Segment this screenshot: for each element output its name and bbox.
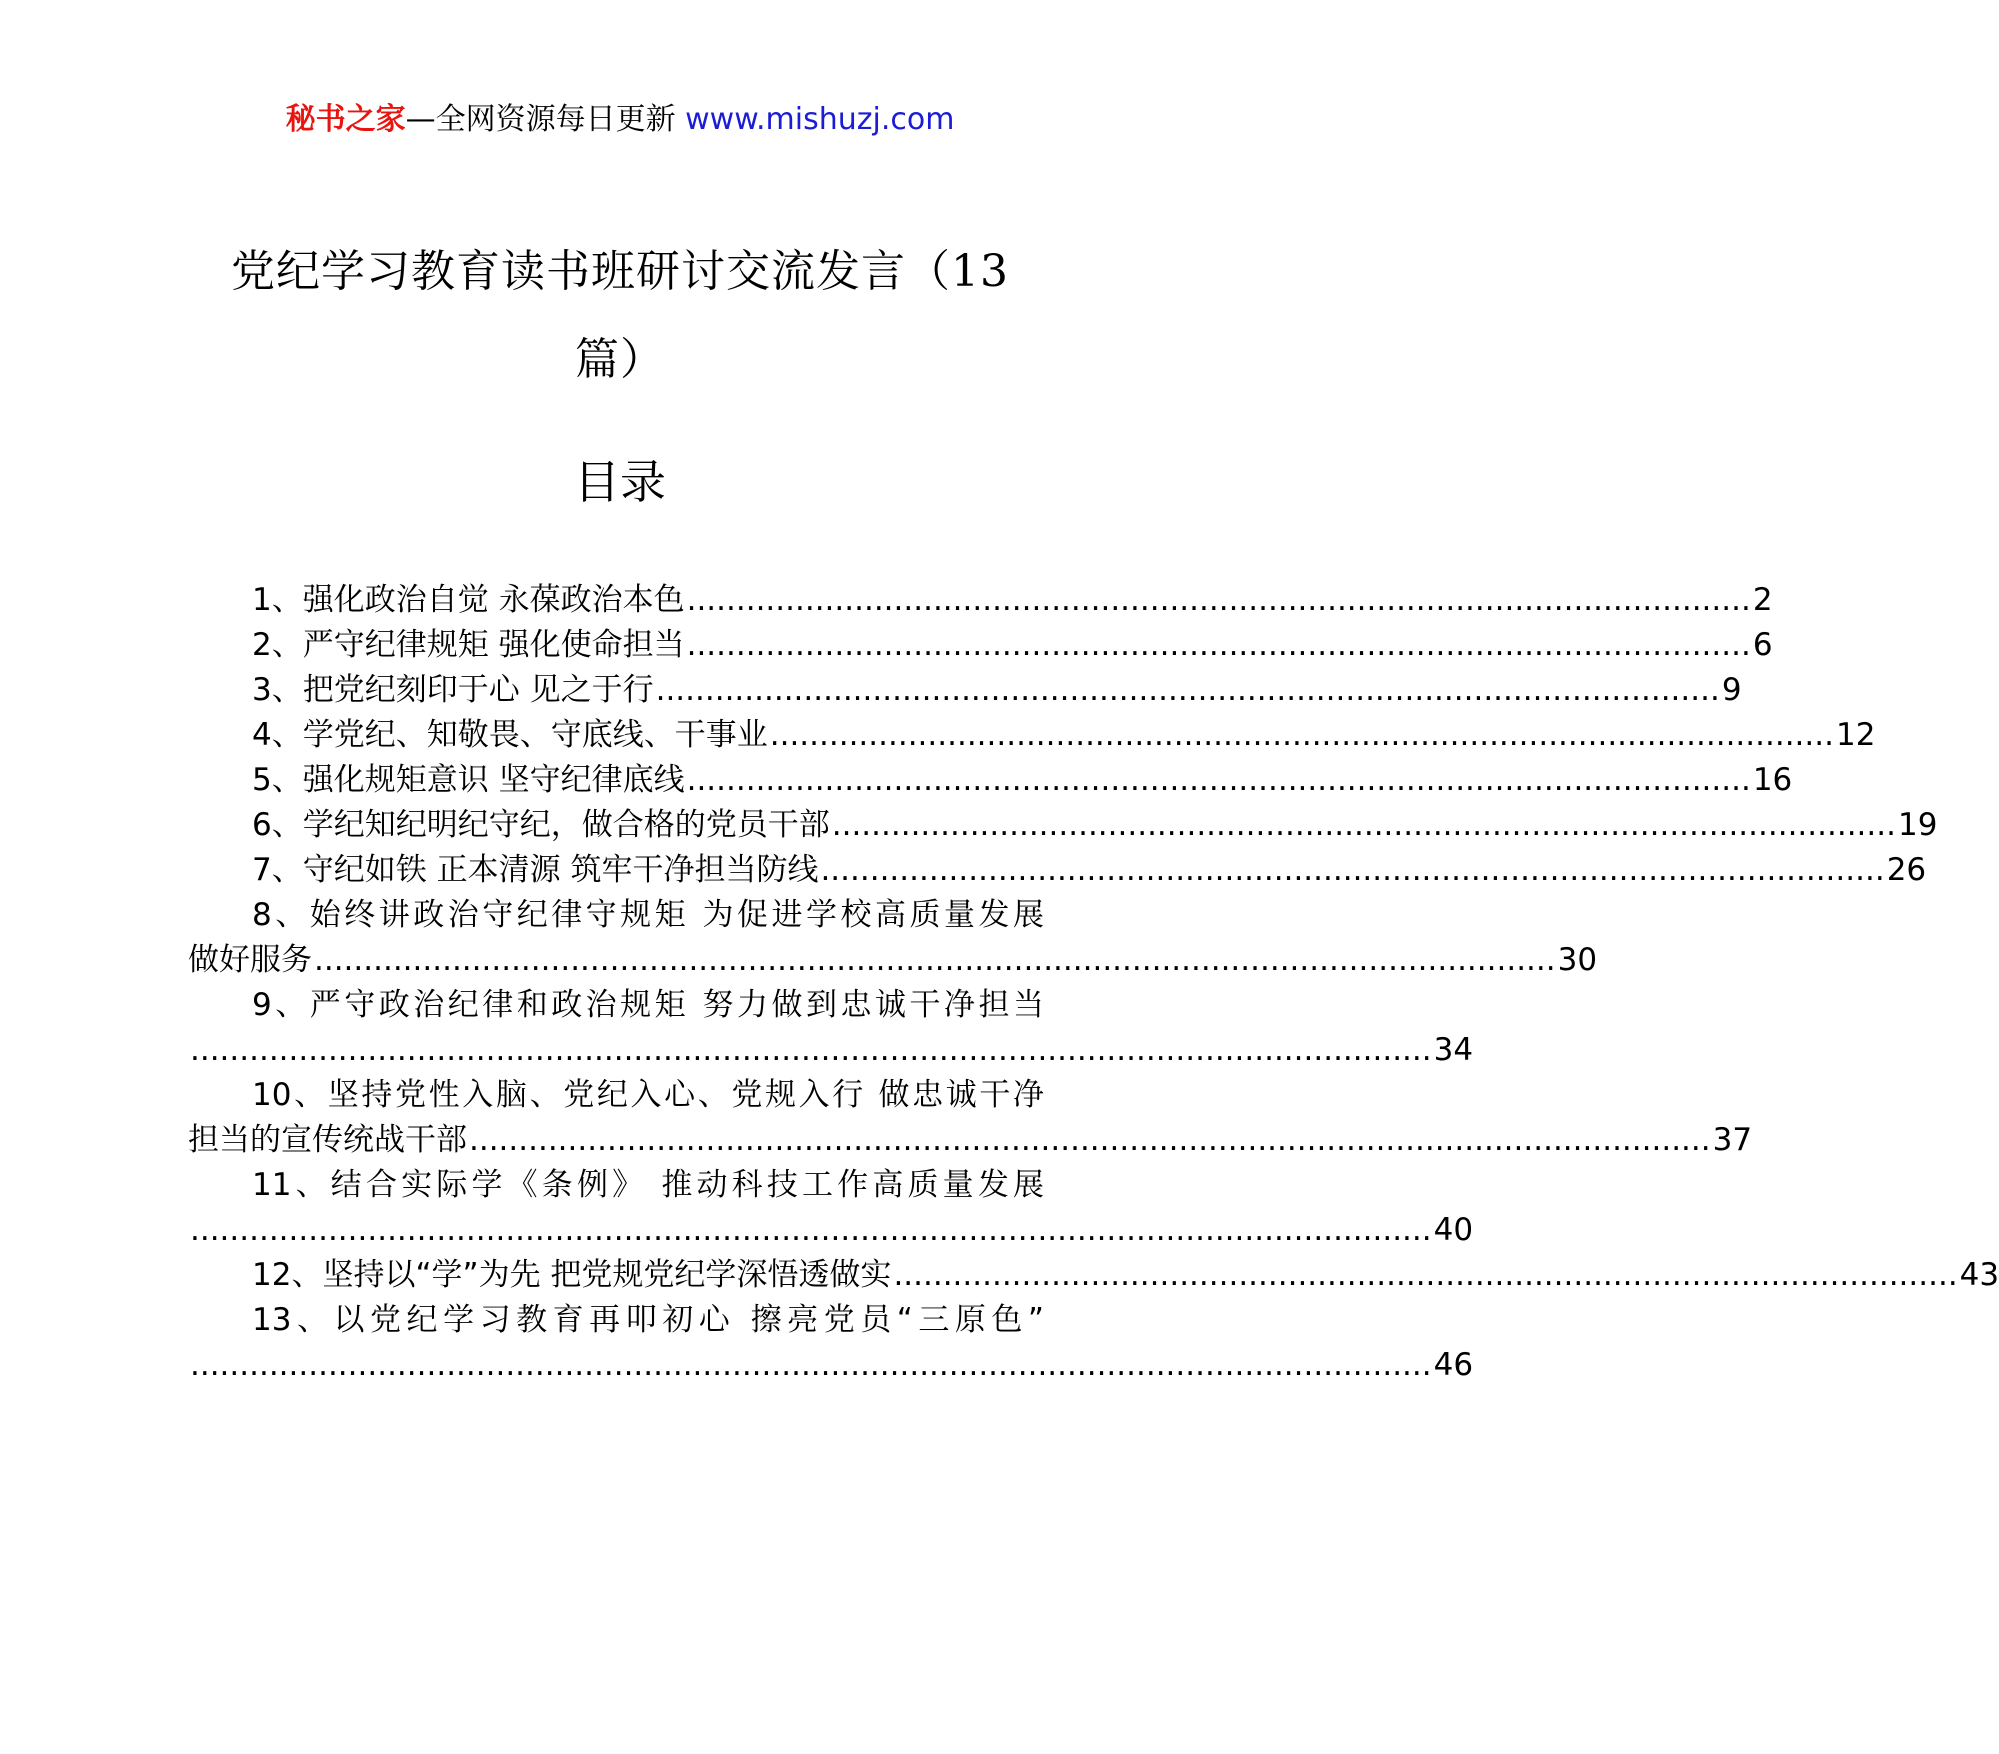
toc-entry-number: 5、 [252, 762, 303, 798]
toc-entry[interactable] [188, 983, 1474, 1073]
toc-heading: 目录 [574, 455, 666, 509]
toc-entry-page: 34 [1433, 1032, 1474, 1068]
toc-leader-dots: .............................................................................................................................. [190, 1212, 1432, 1248]
toc-entry-title: 严守政治纪律和政治规矩 努力做到忠诚干净担当 [309, 987, 1044, 1023]
toc-entry-number: 1、 [252, 582, 303, 618]
toc-entry[interactable] [188, 1073, 1753, 1163]
table-of-contents [188, 578, 1999, 1388]
toc-entry-title: 严守纪律规矩 强化使命担当 [302, 627, 685, 663]
toc-entry-title: 守纪如铁 正本清源 筑牢干净担当防线 [302, 852, 819, 888]
toc-entry[interactable] [188, 623, 1773, 668]
toc-leader-dots: ............................................................................................................ [820, 852, 1885, 888]
toc-leader-dots: ............................................................................................................ [686, 627, 1751, 663]
toc-entry-title: 始终讲政治守纪律守规矩 为促进学校高质量发展 [309, 897, 1044, 933]
toc-entry[interactable] [188, 848, 1927, 893]
toc-entry-number: 11、 [252, 1167, 331, 1203]
toc-leader-dots: ............................................................................................................ [831, 807, 1896, 843]
header-tagline: —全网资源每日更新 [405, 102, 686, 137]
toc-entry-number: 10、 [252, 1077, 328, 1113]
toc-entry-title: 坚持以“学”为先 把党规党纪学深悟透做实 [322, 1257, 892, 1293]
toc-entry-page: 2 [1752, 582, 1773, 618]
toc-leader-dots: .............................................................................................................................. [314, 942, 1556, 978]
toc-entry-number: 8、 [252, 897, 310, 933]
toc-entry[interactable] [188, 713, 1876, 758]
toc-entry-title: 强化规矩意识 坚守纪律底线 [302, 762, 685, 798]
toc-leader-dots: .............................................................................................................................. [190, 1032, 1432, 1068]
toc-entry[interactable] [188, 893, 1598, 983]
toc-leader-dots: ............................................................................................................ [686, 582, 1751, 618]
toc-entry-title: 结合实际学《条例》 推动科技工作高质量发展 [330, 1167, 1045, 1203]
brand-name: 秘书之家 [285, 102, 406, 137]
toc-entry-title: 把党纪刻印于心 见之于行 [302, 672, 654, 708]
toc-entry-number: 6、 [252, 807, 303, 843]
toc-entry[interactable] [188, 1163, 1474, 1253]
toc-entry-number: 12、 [252, 1257, 323, 1293]
toc-leader-dots: .............................................................................................................................. [190, 1347, 1432, 1383]
toc-entry-title: 强化政治自觉 永葆政治本色 [302, 582, 685, 618]
toc-entry-page: 6 [1752, 627, 1773, 663]
toc-leader-dots: ............................................................................................................ [655, 672, 1720, 708]
toc-entry-title: 学纪知纪明纪守纪，做合格的党员干部 [302, 807, 830, 843]
site-header [0, 100, 1240, 140]
toc-entry-page: 37 [1712, 1122, 1753, 1158]
toc-entry[interactable] [188, 803, 1938, 848]
toc-entry-title: 以党纪学习教育再叩初心 擦亮党员“三原色” [333, 1302, 1044, 1338]
toc-leader-dots: ............................................................................................................ [769, 717, 1834, 753]
toc-entry-page: 26 [1886, 852, 1927, 888]
toc-entry[interactable] [188, 1298, 1474, 1388]
toc-entry-title-continued: 担当的宣传统战干部 [188, 1122, 467, 1158]
toc-entry-page: 40 [1433, 1212, 1474, 1248]
toc-entry-title: 坚持党性入脑、党纪入心、党规入行 做忠诚干净 [327, 1077, 1044, 1113]
toc-entry-number: 9、 [252, 987, 310, 1023]
toc-entry[interactable] [188, 758, 1793, 803]
toc-leader-dots: ............................................................................................................ [893, 1257, 1958, 1293]
toc-entry-page: 9 [1721, 672, 1742, 708]
toc-entry-title: 学党纪、知敬畏、守底线、干事业 [302, 717, 768, 753]
toc-leader-dots: .............................................................................................................................. [469, 1122, 1711, 1158]
toc-entry-page: 46 [1433, 1347, 1474, 1383]
toc-entry[interactable] [188, 1253, 1999, 1298]
toc-entry[interactable] [188, 668, 1742, 713]
toc-entry-page: 12 [1835, 717, 1876, 753]
toc-entry-number: 4、 [252, 717, 303, 753]
toc-entry-page: 43 [1959, 1257, 1999, 1293]
toc-entry-number: 2、 [252, 627, 303, 663]
toc-entry-page: 30 [1557, 942, 1598, 978]
toc-entry-page: 16 [1752, 762, 1793, 798]
toc-entry-number: 7、 [252, 852, 303, 888]
toc-entry-number: 3、 [252, 672, 303, 708]
toc-entry-title-continued: 做好服务 [188, 942, 312, 978]
toc-leader-dots: ............................................................................................................ [686, 762, 1751, 798]
toc-entry[interactable] [188, 578, 1773, 623]
toc-entry-page: 19 [1897, 807, 1938, 843]
site-url-link[interactable]: www.mishuzj.com [685, 102, 955, 137]
document-title: 党纪学习教育读书班研讨交流发言（13篇） [231, 246, 1009, 385]
toc-entry-number: 13、 [252, 1302, 334, 1338]
